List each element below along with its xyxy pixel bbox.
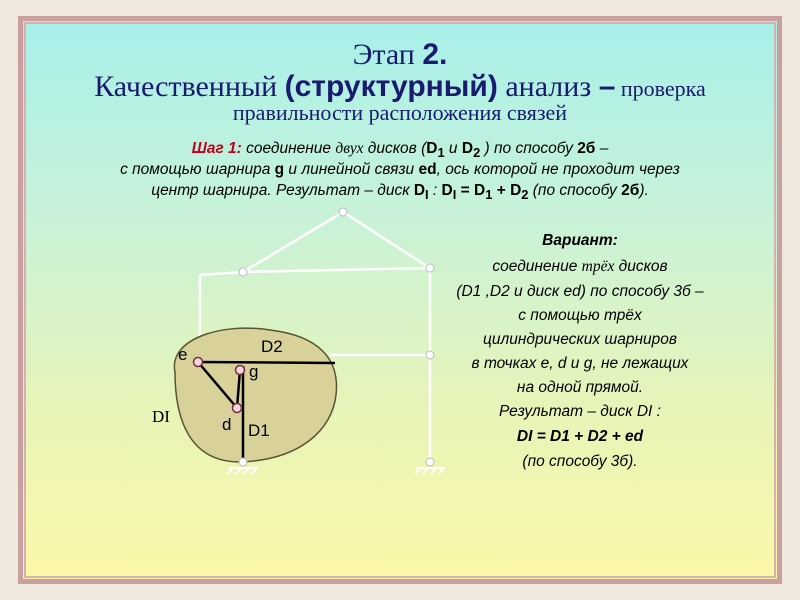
step-formula: =	[456, 182, 475, 199]
variant-line-4: цилиндрических шарниров	[483, 331, 677, 348]
step-d1: D	[426, 140, 438, 157]
hinge-right	[426, 264, 434, 272]
label-e: e	[178, 345, 188, 364]
label-d: d	[222, 415, 232, 434]
step-text: , ось которой не проходит через	[436, 161, 680, 178]
step-text: соединение	[241, 140, 336, 157]
step-formula-sub: 1	[485, 187, 493, 203]
title-main: Качественный	[94, 70, 285, 103]
step-way: 2б	[577, 140, 596, 157]
label-DI: DI	[152, 407, 170, 426]
left-beam	[200, 272, 243, 275]
step-ed: ed	[418, 161, 437, 178]
label-D2: D2	[261, 337, 283, 356]
hinge-bottom	[239, 458, 247, 466]
hinge-mid	[426, 351, 434, 359]
step-text: :	[428, 182, 442, 199]
hinge-left	[239, 268, 247, 276]
step-text: и	[444, 140, 462, 157]
hinge-support-right	[426, 458, 434, 466]
variant-line-2: (D1 ,D2 и диск ed) по способу 3б –	[456, 283, 704, 300]
step-formula: D	[474, 182, 486, 199]
step-text: (по способу	[528, 182, 622, 199]
label-D1: D1	[248, 421, 270, 440]
step-formula: +	[492, 182, 511, 199]
step-text: и линейной связи	[284, 161, 419, 178]
title-line-3: правильности расположения связей	[232, 100, 568, 125]
variant-line-8: DI = D1 + D2 + ed	[516, 428, 644, 445]
step-text: –	[595, 140, 609, 157]
link-e-horizontal	[198, 362, 335, 363]
step-label: Шаг 1:	[191, 140, 242, 157]
step-d2-sub: 2	[473, 145, 481, 161]
step-formula-sub: I	[452, 187, 457, 203]
hinge-g	[236, 366, 245, 375]
label-g: g	[249, 362, 259, 381]
variant-text: соединение	[492, 258, 582, 275]
title-rest: анализ	[497, 70, 599, 103]
variant-line-3: с помощью трёх	[518, 307, 642, 324]
step-text: ).	[639, 182, 649, 199]
right-support	[415, 468, 445, 474]
hinge-e	[194, 358, 203, 367]
hinge-top	[339, 208, 347, 216]
step-di-sub: I	[425, 187, 429, 203]
variant-line-5: в точках e, d и g, не лежащих	[471, 355, 689, 372]
variant-line-6: на одной прямой.	[516, 379, 644, 396]
roof-right	[343, 212, 430, 268]
step-formula: D	[510, 182, 522, 199]
step-g: g	[274, 161, 285, 178]
step-text: центр шарнира. Результат – диск	[151, 182, 414, 199]
step-formula-sub: 2	[521, 187, 529, 203]
variant-heading: Вариант:	[542, 232, 618, 249]
step-way: 2б	[621, 182, 640, 199]
step-two: двух	[335, 140, 364, 157]
step-formula: D	[441, 182, 453, 199]
step-di: D	[413, 182, 426, 199]
step-text: ) по способу	[480, 140, 578, 157]
bottom-support	[228, 468, 258, 474]
title-small: проверка	[615, 76, 706, 101]
variant-line-9: (по способу 3б).	[522, 453, 638, 470]
step-d1-sub: 1	[437, 145, 445, 161]
stage-number: 2.	[422, 38, 448, 71]
title-paren: (структурный)	[284, 70, 498, 103]
roof-left	[243, 212, 343, 272]
disk-shape	[174, 328, 336, 462]
step-d2: D	[461, 140, 474, 157]
variant-line-7: Результат – диск DI :	[499, 403, 661, 420]
variant-text: дисков	[614, 258, 668, 275]
stage-word: Этап	[352, 38, 415, 71]
hinge-d	[233, 404, 242, 413]
step-text: дисков (	[363, 140, 427, 157]
variant-three: трёх	[581, 258, 615, 275]
roof-tie	[243, 268, 430, 272]
step-text: с помощью шарнира	[120, 161, 275, 178]
title-dash: –	[598, 70, 616, 103]
